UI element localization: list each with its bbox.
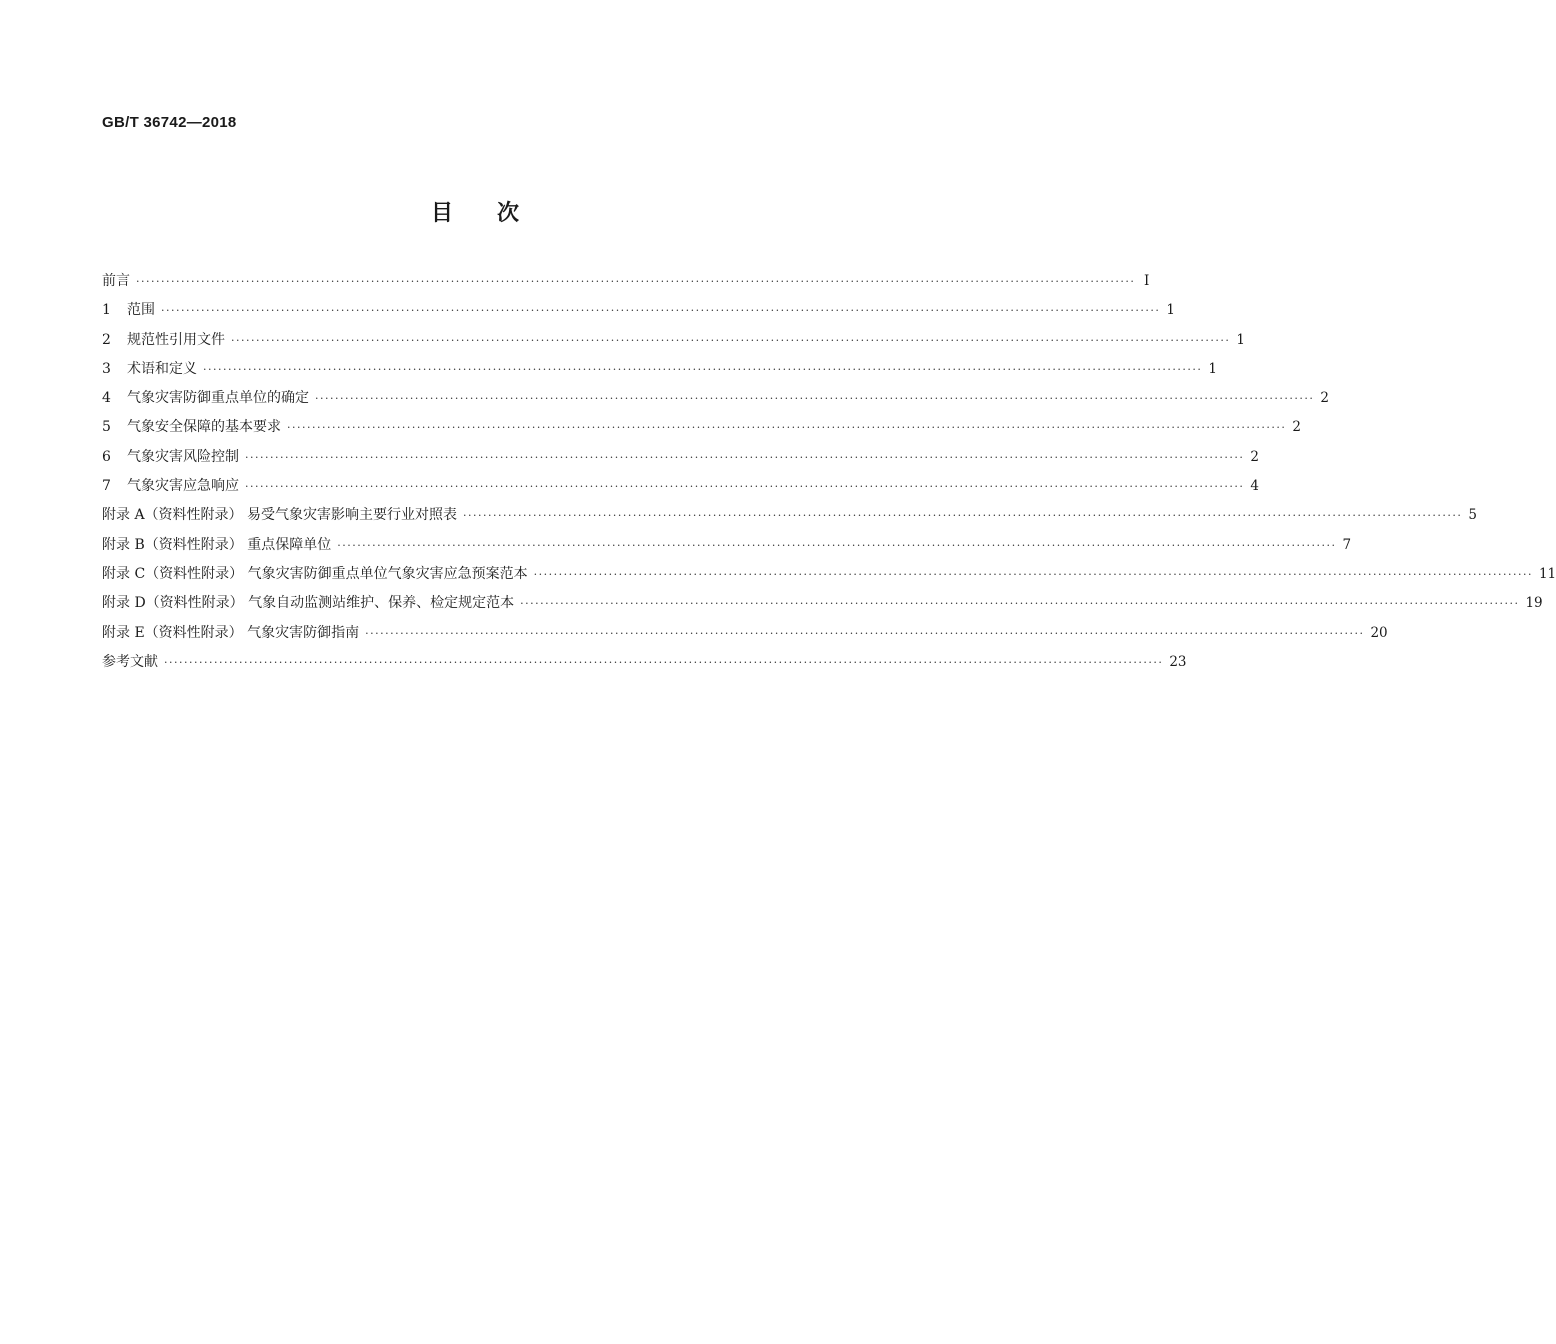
toc-entry-page: 19 [1525,595,1543,612]
toc-entry-text: 前言 [102,273,130,289]
standard-code: GB/T 36742—2018 [102,114,237,131]
toc-entry-appendix-b[interactable] [102,534,1352,563]
toc-leader-dots: ········································································································································································································ [231,333,1231,347]
toc-entry[interactable] [102,329,1245,358]
toc-entry-appendix-a[interactable] [102,504,1477,533]
toc-entry-label: 参考文献 [102,653,158,670]
toc-entry-references[interactable] [102,651,1187,680]
toc-entry-text: 气象灾害应急响应 [127,478,239,495]
toc-leader-dots: ········································································································································································································ [365,626,1365,640]
toc-entry-label [102,387,309,407]
toc-leader-dots: ········································································································································································································ [136,275,1136,288]
toc-entry-number: 1 [102,302,111,319]
toc-entry-label: 附录 D（资料性附录） 气象自动监测站维护、保养、检定规定范本 [102,595,515,612]
toc-leader-dots: ········································································································································································································ [287,421,1287,435]
toc-entry[interactable] [102,387,1329,416]
toc-entry-label [102,446,239,466]
toc-entry-page: 2 [1292,419,1301,436]
toc-entry-page: Ⅰ [1143,273,1150,289]
toc-entry-number: 7 [102,478,111,495]
toc-leader-dots: ········································································································································································································ [203,362,1203,376]
toc-entry[interactable] [102,446,1259,475]
toc-entry-appendix-d[interactable] [102,592,1543,621]
toc-entry-page: 20 [1370,624,1388,641]
toc-leader-dots: ········································································································································································································ [245,450,1245,464]
toc-entry-page: 5 [1468,507,1477,524]
toc-leader-dots: ········································································································································································································ [164,655,1164,669]
toc-entry-label: 附录 C（资料性附录） 气象灾害防御重点单位气象灾害应急预案范本 [102,565,528,582]
toc-entry-number: 2 [102,331,111,348]
toc-entry-label [102,358,197,378]
toc-entry-appendix-e[interactable] [102,622,1388,651]
toc-leader-dots: ········································································································································································································ [161,304,1161,318]
toc-entry[interactable] [102,299,1175,328]
toc-entry-label: 附录 B（资料性附录） 重点保障单位 [102,536,332,553]
toc-entry-text: 气象安全保障的基本要求 [127,419,281,436]
toc-entry[interactable] [102,475,1259,504]
toc-entry-text: 术语和定义 [127,360,197,377]
toc-entry[interactable] [102,416,1301,445]
toc-entry-page: 4 [1250,478,1259,495]
toc-leader-dots: ········································································································································································································ [463,509,1463,523]
toc-entry-label [102,299,155,319]
toc-entry-label: 附录 A（资料性附录） 易受气象灾害影响主要行业对照表 [102,507,458,524]
toc-entry-page: 23 [1169,653,1187,670]
toc-entry-page: 11 [1538,565,1556,582]
toc-entry-text: 气象灾害防御重点单位的确定 [127,390,309,407]
toc-entry-number: 5 [102,419,111,436]
toc-leader-dots: ········································································································································································································ [533,567,1533,581]
toc-entry-appendix-c[interactable] [102,563,1556,592]
toc-leader-dots: ········································································································································································································ [315,392,1315,406]
toc-leader-dots: ········································································································································································································ [245,480,1245,494]
table-of-contents [102,270,1556,680]
toc-entry-page: 1 [1166,302,1175,319]
toc-entry-page: 7 [1342,536,1352,553]
toc-leader-dots: ········································································································································································································ [337,538,1337,552]
toc-entry[interactable] [102,270,1150,299]
toc-entry-page: 1 [1208,360,1217,377]
toc-entry-label [102,329,225,349]
toc-entry-label [102,270,130,290]
toc-entry-number: 6 [102,448,111,465]
toc-entry-text: 气象灾害风险控制 [127,448,239,465]
toc-entry-text: 范围 [127,302,155,319]
toc-entry-number: 4 [102,390,111,407]
toc-leader-dots: ········································································································································································································ [520,597,1520,611]
toc-entry-number: 3 [102,360,111,377]
toc-title: 目次 [430,201,563,226]
toc-entry-text: 规范性引用文件 [127,331,225,348]
toc-entry-page: 2 [1250,448,1259,465]
toc-entry-label [102,416,281,436]
toc-entry[interactable] [102,358,1217,387]
toc-entry-label: 附录 E（资料性附录） 气象灾害防御指南 [102,624,360,641]
toc-entry-page: 1 [1236,331,1245,348]
toc-entry-page: 2 [1320,390,1329,407]
toc-entry-label [102,475,239,495]
